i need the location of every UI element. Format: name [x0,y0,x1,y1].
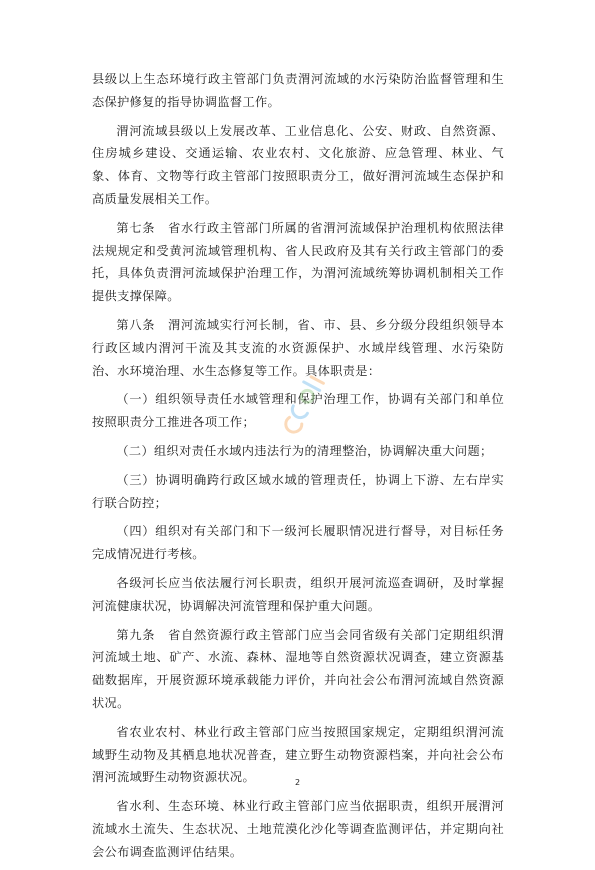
paragraph: 渭河流域县级以上发展改革、工业信息化、公安、财政、自然资源、住房城乡建设、交通运输、农业农村、文化旅游、应急管理、林业、气象、体育、文物等行政主管部门按照职责分工，做好渭河流域生态保护和高质量发展相关工作。 [92,123,504,206]
article-8-paragraph: 第八条 渭河流域实行河长制，省、市、县、乡分级分段组织领导本行政区域内渭河干流及其支流的水资源保护、水域岸线管理、水污染防治、水环境治理、水生态修复等工作。具体职责是： [92,317,504,378]
article-9-paragraph: 第九条 省自然资源行政主管部门应当会同省级有关部门定期组织渭河流域土地、矿产、水流、森林、湿地等自然资源状况调查，建立资源基础数据库，开展资源环境承载能力评价，并向社会公布渭河流域自然资源状况。 [92,627,504,710]
list-item: （二）组织对责任水域内违法行为的清理整治，协调解决重大问题； [116,443,493,458]
list-item: （一）组织领导责任水域管理和保护治理工作，协调有关部门和单位按照职责分工推进各项工作； [92,392,504,430]
page-number: 2 [294,778,301,787]
paragraph: 省水利、生态环境、林业行政主管部门应当依据职责，组织开展渭河流域水土流失、生态状况、土地荒漠化沙化等调查监测评估，并定期向社会公布调查监测评估结果。 [92,799,504,859]
list-item: （四）组织对有关部门和下一级河长履职情况进行督导，对目标任务完成情况进行考核。 [92,524,504,562]
paragraph: 各级河长应当依法履行河长职责，组织开展河流巡查调研，及时掌握河流健康状况，协调解决河流管理和保护重大问题。 [92,575,504,613]
paragraph: 省农业农村、林业行政主管部门应当按照国家规定，定期组织渭河流域野生动物及其栖息地状况普查，建立野生动物资源档案，并向社会公布渭河流域野生动物资源状况。 [92,724,504,785]
document-body [92,68,504,870]
list-item: （三）协调明确跨行政区域水域的管理责任，协调上下游、左右岸实行联合防控； [92,472,504,510]
paragraph: 县级以上生态环境行政主管部门负责渭河流域的水污染防治监督管理和生态保护修复的指导协调监督工作。 [92,72,504,109]
article-7-paragraph: 第七条 省水行政主管部门所属的省渭河流域保护治理机构依照法律法规规定和受黄河流域管理机构、省人民政府及其有关行政主管部门的委托，具体负责渭河流域保护治理工作，为渭河流域统筹协调机制相关工作提供支撑保障。 [92,220,504,304]
